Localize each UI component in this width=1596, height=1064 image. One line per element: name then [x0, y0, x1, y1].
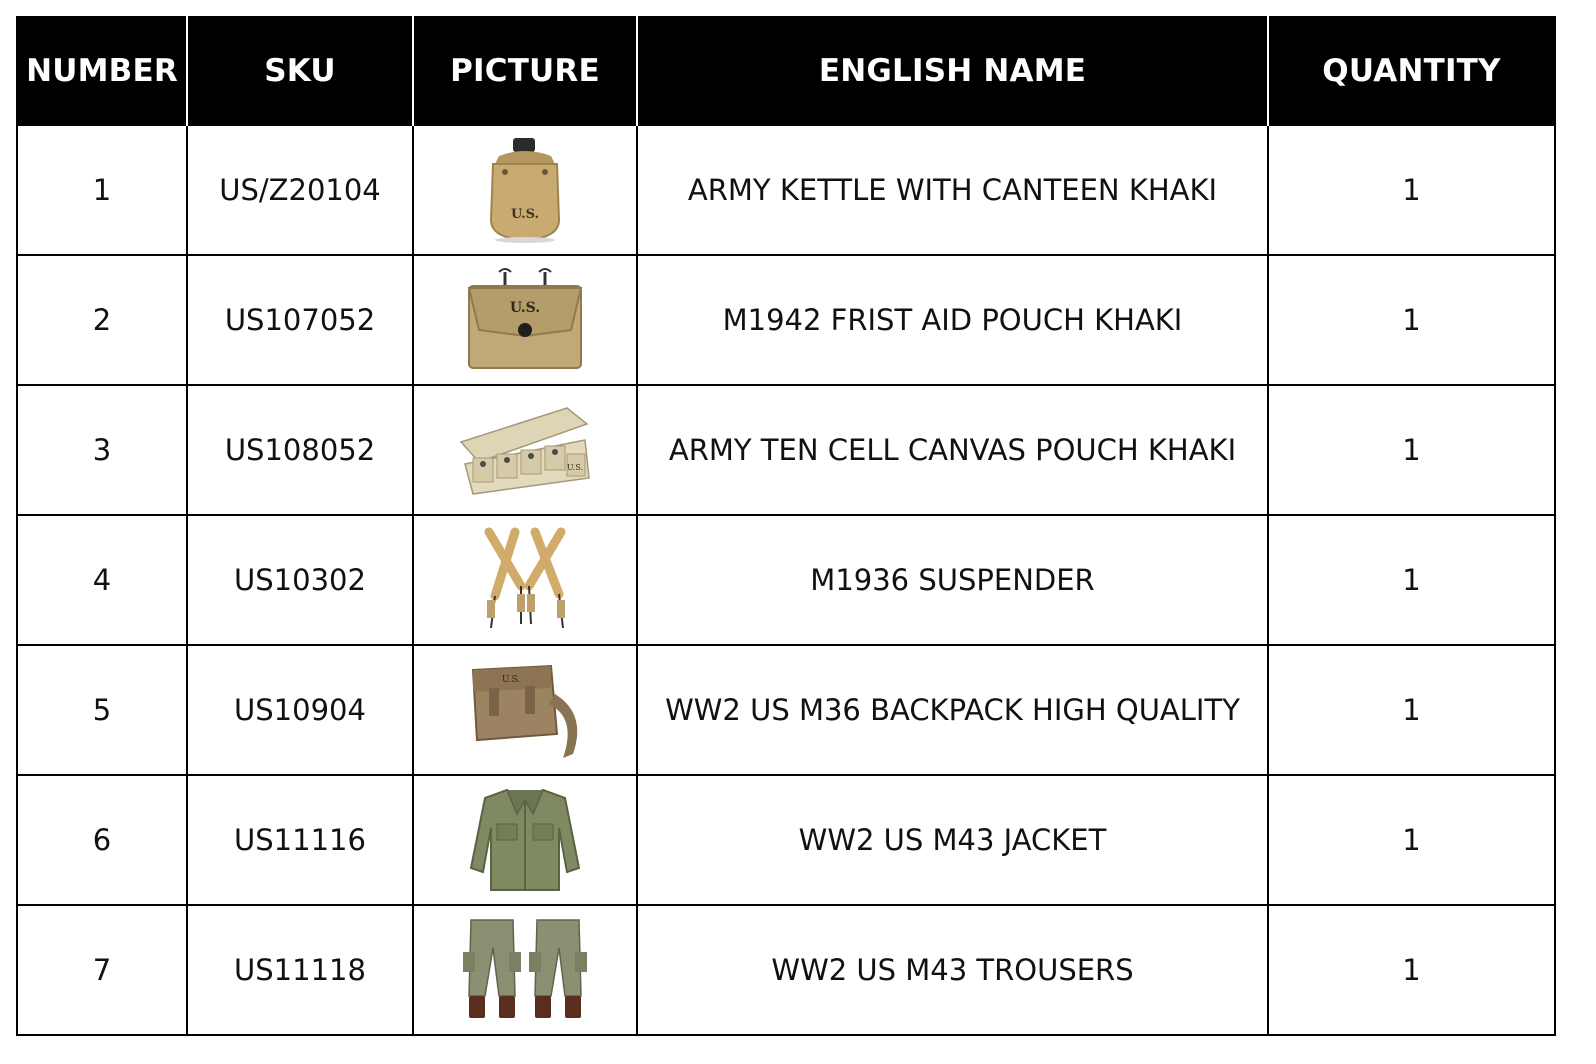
svg-text:U.S.: U.S. [566, 463, 584, 472]
table-row [17, 905, 1555, 1035]
cell-picture [413, 125, 637, 255]
cell-quantity: 1 [1268, 125, 1555, 255]
cell-sku: US108052 [187, 385, 413, 515]
header-english-name: ENGLISH NAME [637, 17, 1268, 125]
header-number: NUMBER [17, 17, 187, 125]
cell-picture [413, 515, 637, 645]
product-list-sheet [16, 16, 1554, 1036]
cell-english-name: WW2 US M43 TROUSERS [637, 905, 1268, 1035]
table-row [17, 775, 1555, 905]
svg-text:U.S.: U.S. [501, 675, 521, 685]
svg-text:U.S.: U.S. [509, 300, 541, 316]
cell-english-name: M1936 SUSPENDER [637, 515, 1268, 645]
svg-text:U.S.: U.S. [510, 207, 540, 222]
table-row [17, 515, 1555, 645]
cell-english-name: ARMY KETTLE WITH CANTEEN KHAKI [637, 125, 1268, 255]
cell-picture [413, 385, 637, 515]
cell-english-name: ARMY TEN CELL CANVAS POUCH KHAKI [637, 385, 1268, 515]
jacket-image [455, 784, 595, 896]
cell-quantity: 1 [1268, 385, 1555, 515]
cell-picture [413, 905, 637, 1035]
header-picture: PICTURE [413, 17, 637, 125]
cell-english-name: WW2 US M36 BACKPACK HIGH QUALITY [637, 645, 1268, 775]
cell-number: 7 [17, 905, 187, 1035]
table-row [17, 125, 1555, 255]
cell-quantity: 1 [1268, 255, 1555, 385]
cell-number: 4 [17, 515, 187, 645]
cell-english-name: M1942 FRIST AID POUCH KHAKI [637, 255, 1268, 385]
cell-sku: US11118 [187, 905, 413, 1035]
cell-picture [413, 775, 637, 905]
table-row [17, 255, 1555, 385]
trousers-image [455, 914, 595, 1026]
cell-quantity: 1 [1268, 515, 1555, 645]
backpack-image [455, 654, 595, 766]
cell-number: 3 [17, 385, 187, 515]
suspender-image [455, 524, 595, 636]
product-table [16, 16, 1556, 1036]
canteen-image [455, 134, 595, 246]
cell-number: 2 [17, 255, 187, 385]
cell-sku: US107052 [187, 255, 413, 385]
cell-sku: US/Z20104 [187, 125, 413, 255]
cell-number: 5 [17, 645, 187, 775]
table-row [17, 645, 1555, 775]
cell-number: 6 [17, 775, 187, 905]
header-sku: SKU [187, 17, 413, 125]
cartridge-belt-image [455, 394, 595, 506]
header-row [17, 17, 1555, 125]
cell-english-name: WW2 US M43 JACKET [637, 775, 1268, 905]
cell-number: 1 [17, 125, 187, 255]
table-header [17, 17, 1555, 125]
first-aid-pouch-image [455, 264, 595, 376]
table-row [17, 385, 1555, 515]
cell-picture [413, 255, 637, 385]
cell-sku: US10904 [187, 645, 413, 775]
cell-quantity: 1 [1268, 775, 1555, 905]
cell-sku: US10302 [187, 515, 413, 645]
table-body [17, 125, 1555, 1035]
cell-picture [413, 645, 637, 775]
cell-quantity: 1 [1268, 905, 1555, 1035]
header-quantity: QUANTITY [1268, 17, 1555, 125]
cell-sku: US11116 [187, 775, 413, 905]
cell-quantity: 1 [1268, 645, 1555, 775]
